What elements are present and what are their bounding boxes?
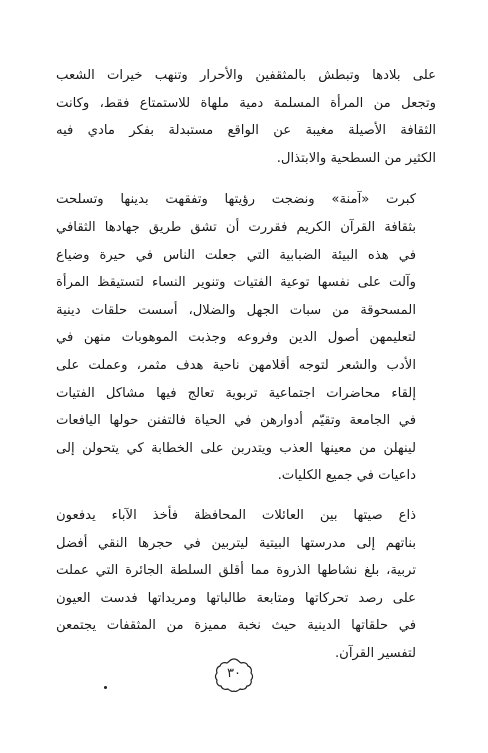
text-line: كبرت «آمنة» ونضجت رؤيتها وتفقهت بدينها وتسلحت	[56, 192, 416, 208]
text-line: على بلادها وتبطش بالمثقفين والأحرار وتنهب خيرات الشعب	[56, 68, 436, 83]
text-line: الثقافة الأصيلة مغيبة عن الواقع مستبدلة بفكر مادي فيه	[56, 123, 436, 139]
paragraph-1	[56, 62, 436, 172]
text-line: الأدب والشعر لتوجه أقلامهن ناحية هدف مثمر، وعملت على	[56, 357, 416, 373]
text-line: لتفسير القرآن.	[334, 645, 416, 661]
text-line: بناتهم إلى مدرستها البيتية ليتربين في حجرها النقي أفضل	[56, 535, 416, 551]
text-line: لينهلن من معينها العذب ويتدربن على الخطابة كي يتحولن إلى	[56, 440, 416, 456]
page-body	[56, 62, 436, 667]
text-line: داعيات في جميع الكليات.	[277, 468, 416, 484]
paragraph-2	[56, 186, 436, 490]
text-line: وآلت على نفسها توعية الفتيات وتنوير النساء لتستيقظ المرأة	[56, 275, 416, 291]
text-line: في الجامعة وتقيّم أدوارهن في الحياة فالتفنن حولها اليافعات	[56, 413, 416, 429]
page-number-badge	[212, 656, 256, 692]
text-line: إلقاء محاضرات اجتماعية تربوية تعالج فيها مشاكل الفتيات	[56, 385, 416, 401]
text-line: لتعليمهن أصول الدين وفروعه وجذبت الموهوبات منهن في	[56, 330, 416, 346]
text-line: بثقافة القرآن الكريم فقررت أن تشق طريق جهادها الثقافي	[56, 219, 416, 235]
paragraph-3	[56, 502, 436, 668]
text-line: في هذه البيئة الضبابية التي جعلت الناس في حيرة وضياع	[56, 247, 416, 263]
text-line: الكثير من السطحية والابتذال.	[276, 150, 436, 166]
text-line: في حلقاتها الدينية حيث نخبة مميزة من المثقفات يجتمعن	[56, 618, 416, 634]
text-line: وتجعل من المرأة المسلمة دمية ملهاة للاستمتاع فقط، وكانت	[56, 95, 436, 111]
text-line: المسحوقة من سبات الجهل والضلال، أسست حلقات دينية	[56, 302, 416, 318]
text-line: على رصد تحركاتها ومتابعة طالباتها ومريداتها فدست العيون	[56, 590, 416, 606]
page-dot	[104, 686, 107, 689]
text-line: ذاع صيتها بين العائلات المحافظة فأخذ الآباء يدفعون	[56, 507, 416, 523]
page-number: ٣٠	[227, 666, 241, 681]
text-line: تربية، بلغ نشاطها الذروة مما أقلق السلطة الجائرة التي عملت	[56, 563, 416, 579]
